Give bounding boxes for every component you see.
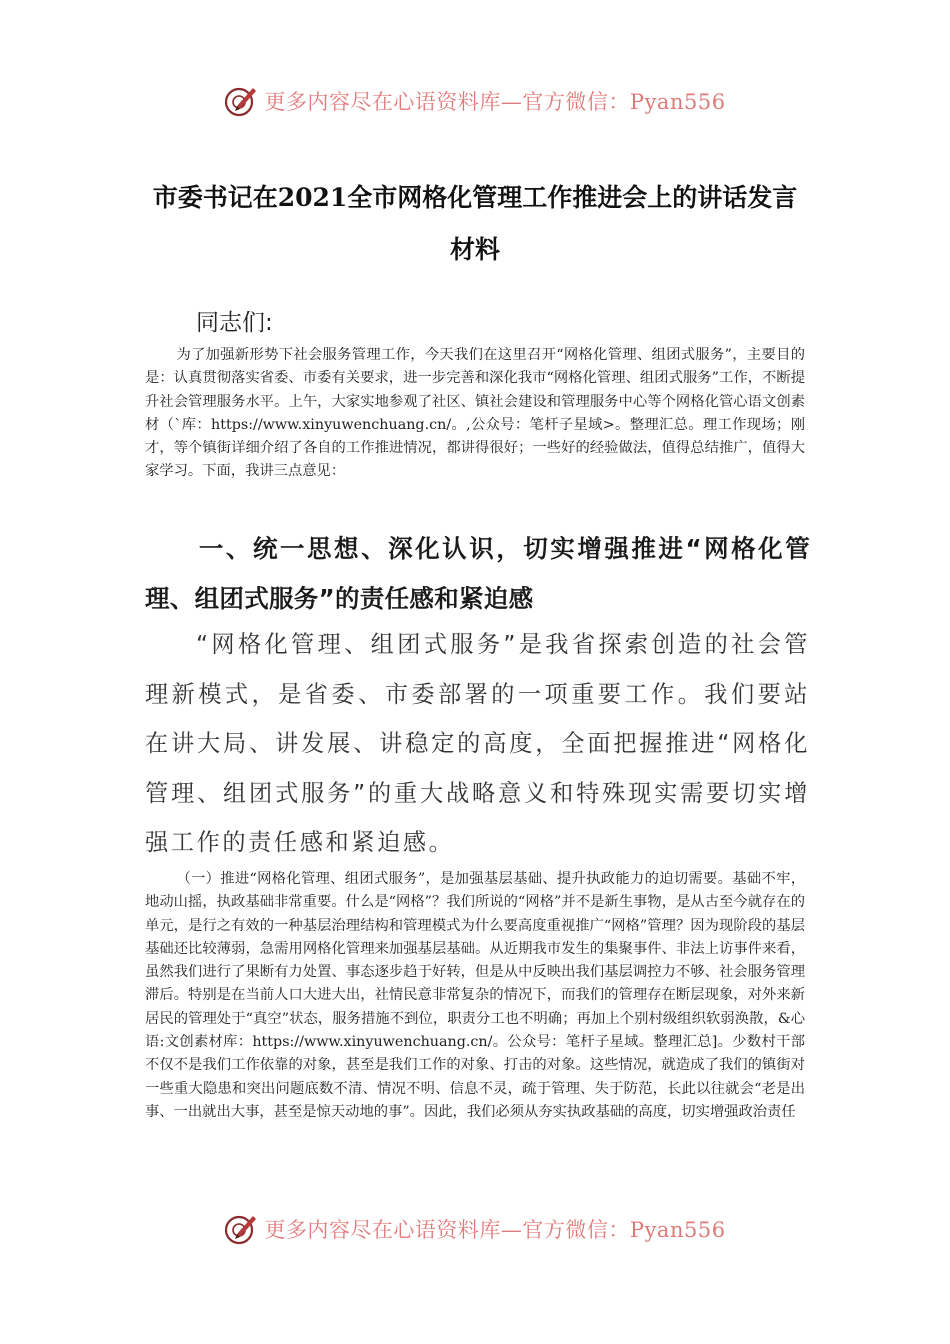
footer-watermark-banner bbox=[0, 1212, 950, 1246]
watermark-text: 更多内容尽在心语资料库—官方微信：Pyan556 bbox=[264, 1218, 726, 1242]
watermark-text: 更多内容尽在心语资料库—官方微信：Pyan556 bbox=[264, 90, 726, 114]
section-paragraph: “网格化管理、组团式服务”是我省探索创造的社会管理新模式，是省委、市委部署的一项重要工作。我们要站在讲大局、讲发展、讲稳定的高度，全面把握推进“网格化管理、组团式服务”的重大战略意义和特殊现实需要切实增强工作的责任感和紧迫感。 bbox=[145, 631, 810, 856]
document-title: 市委书记在2021全市网格化管理工作推进会上的讲话发言材料 bbox=[152, 183, 798, 264]
pen-on-disc-logo-icon bbox=[224, 84, 258, 118]
pen-on-disc-logo-icon bbox=[224, 1212, 258, 1246]
section-heading: 一、统一思想、深化认识，切实增强推进“网格化管理、组团式服务”的责任感和紧迫感 bbox=[145, 534, 810, 613]
intro-paragraph: 为了加强新形势下社会服务管理工作，今天我们在这里召开“网格化管理、组团式服务”，主要目的是：认真贯彻落实省委、市委有关要求，进一步完善和深化我市“网格化管理、组团式服务”工作，不断提升社会管理服务水平。上午，大家实地参观了社区、镇社会建设和管理服务中心等个网格化管心语文创素材（`库：https://www.xinyuwenchuang.cn/。,公众号：笔杆子星域>。整理汇总。理工作现场；刚才，等个镇街详细介绍了各自的工作推进情况，都讲得很好；一些好的经验做法，值得总结推广，值得大家学习。下面，我讲三点意见： bbox=[145, 347, 805, 480]
header-watermark-banner bbox=[0, 84, 950, 118]
greeting: 同志们: bbox=[196, 310, 273, 336]
sub-paragraph: （一）推进“网格化管理、组团式服务”，是加强基层基础、提升执政能力的迫切需要。基础不牢，地动山摇，执政基础非常重要。什么是“网格”？我们所说的“网格”并不是新生事物，是从古至今就存在的单元，是行之有效的一种基层治理结构和管理模式为什么要高度重视推广“网格”管理？因为现阶段的基层基础还比较薄弱，急需用网格化管理来加强基层基础。从近期我市发生的集聚事件、非法上访事件来看，虽然我们进行了果断有力处置、事态逐步趋于好转，但是从中反映出我们基层调控力不够、社会服务管理滞后。特别是在当前人口大进大出，社情民意非常复杂的情况下，而我们的管理存在断层现象，对外来新居民的管理处于“真空”状态，服务措施不到位，职责分工也不明确；再加上个别村级组织软弱涣散，&心语:文创素材库：https://www.xinyuwenchuang.cn/。公众号：笔杆子星域。整理汇总]。少数村干部不仅不是我们工作依靠的对象，甚至是我们工作的对象、打击的对象。这些情况，就造成了我们的镇街对一些重大隐患和突出问题底数不清、情况不明、信息不灵，疏于管理、失于防范，长此以往就会“老是出事、一出就出大事，甚至是惊天动地的事”。因此，我们必须从夯实执政基础的高度，切实增强政治责任 bbox=[145, 871, 805, 1120]
